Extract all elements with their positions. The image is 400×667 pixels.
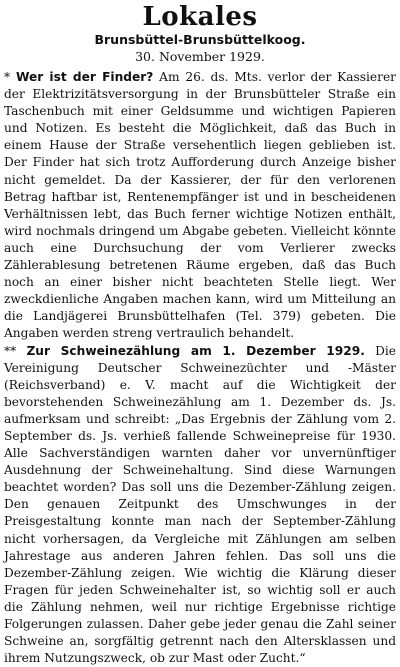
article-heading: Zur Schweinezählung am 1. Dezember 1929. [26, 344, 364, 358]
article-prefix: * [4, 70, 16, 84]
section-subtitle: Brunsbüttel-Brunsbüttelkoog. [4, 32, 396, 48]
issue-date: 30. November 1929. [4, 48, 396, 65]
article-schweinezaehlung [4, 343, 396, 667]
article-finder [4, 69, 396, 343]
section-title: Lokales [4, 2, 396, 32]
article-heading: Wer ist der Finder? [16, 70, 153, 84]
article-body: Am 26. ds. Mts. verlor der Kassierer der Elektrizitätsversorgung in der Brunsbütteler Straße ein Taschenbuch mit einer Geldsumme und wichtigen Papieren und Notizen. Es besteht die Möglichkeit, daß das Buch in einem Hause der Straße versehentlich liegen geblieben ist. Der Finder hat sich trotz Aufforderung durch Anzeige bisher nicht gemeldet. Da der Kassierer, der für den verlorenen Betrag haftbar ist, Rentenempfänger ist und in bescheidenen Verhältnissen lebt, das Buch ferner wichtige Notizen enthält, wird nochmals dringend um Abgabe gebeten. Vielleicht könnte auch eine Durchsuchung der vom Verlierer zwecks Zählerablesung betretenen Räume ergeben, daß das Buch noch an einer bisher nicht beachteten Stelle liegt. Wer zweckdienliche Angaben machen kann, wird um Mitteilung an die Landjägerei Brunsbüttelhafen (Tel. 379) gebeten. Die Angaben werden streng vertraulich behandelt. [4, 70, 396, 340]
article-prefix: ** [4, 344, 26, 358]
article-body: Die Vereinigung Deutscher Schweinezüchter und -Mäster (Reichsverband) e. V. macht auf die Wichtigkeit der bevorstehenden Schweinezählung am 1. Dezember ds. Js. aufmerksam und schreibt: „Das Ergebnis der Zählung vom 2. September ds. Js. verhieß fallende Schweinepreise für 1930. Alle Sachverständigen warnten daher vor unvernünftiger Ausdehnung der Schweinehaltung. Sind diese Warnungen beachtet worden? Das soll uns die Dezember-Zählung zeigen. Den genauen Zeitpunkt des Umschwunges in der Preisgestaltung konnte man nach der September-Zählung nicht vorhersagen, da Vergleiche mit Zählungen am selben Jahrestage aus anderen Jahren fehlen. Das soll uns die Dezember-Zählung zeigen. Wie wichtig die Klärung dieser Fragen für jeden Schweinehalter ist, so wichtig soll er auch die Zählung nehmen, weil nur richtige Ergebnisse richtige Folgerungen zulassen. Daher gebe jeder genau die Zahl seiner Schweine an, sorgfältig getrennt nach den Altersklassen und ihrem Nutzungszweck, ob zur Mast oder Zucht.“ [4, 344, 396, 666]
